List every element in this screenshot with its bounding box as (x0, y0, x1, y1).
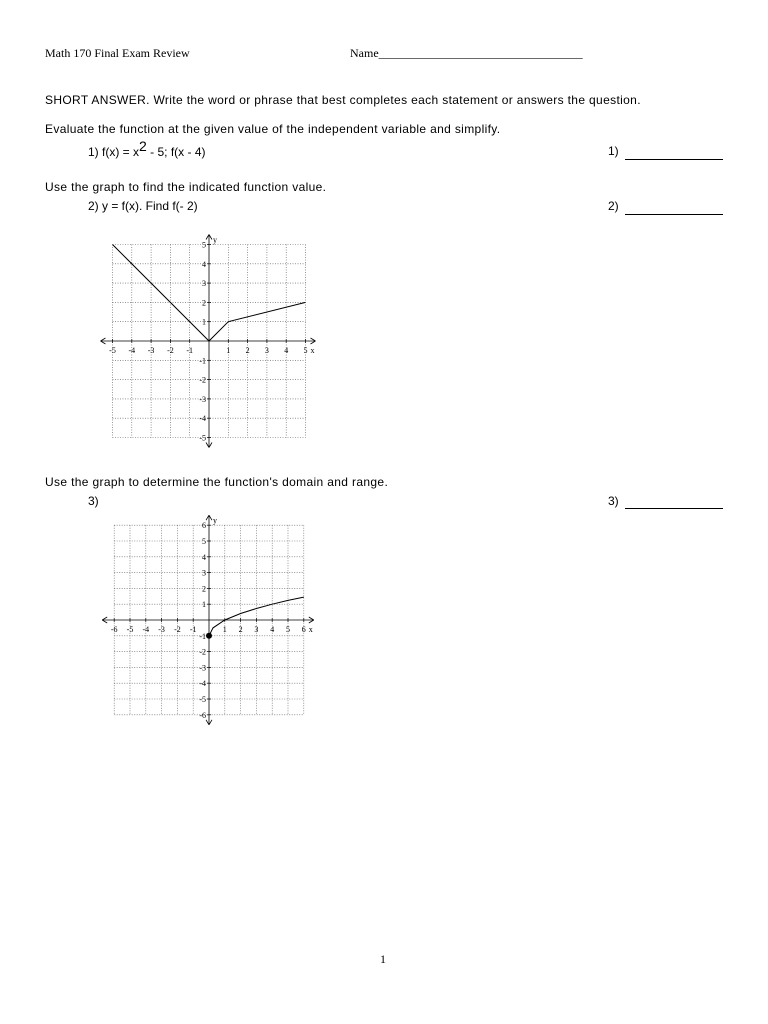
y-axis-label: y (213, 235, 217, 245)
x-tick-label: -4 (128, 346, 136, 355)
y-tick-label: -2 (199, 647, 206, 657)
y-tick-label: 2 (202, 584, 206, 594)
exam-title: Math 170 Final Exam Review (45, 46, 190, 60)
question-3-text: 3) (88, 494, 99, 508)
answer-1-line[interactable] (625, 159, 723, 160)
x-tick-label: 3 (254, 625, 259, 634)
y-tick-label: 1 (202, 317, 206, 327)
x-tick-label: 4 (270, 625, 275, 634)
x-tick-label: -3 (147, 346, 155, 355)
x-tick-label: 1 (222, 625, 227, 634)
x-tick-label: -4 (142, 625, 150, 634)
endpoint-dot (206, 633, 212, 639)
x-axis-label: x (308, 625, 313, 634)
x-tick-label: -5 (126, 625, 134, 634)
x-tick-label: 2 (245, 346, 250, 355)
question-2-text: 2) y = f(x). Find f(- 2) (88, 199, 198, 213)
x-tick-label: 4 (284, 346, 289, 355)
y-tick-label: 4 (202, 259, 206, 269)
y-tick-label: 1 (202, 600, 206, 610)
y-tick-label: -4 (199, 414, 206, 424)
graph-question-2 (100, 235, 320, 450)
y-tick-label: 4 (202, 552, 206, 562)
answer-3-label: 3) (608, 494, 619, 508)
x-tick-label: 1 (226, 346, 231, 355)
answer-3-line[interactable] (625, 508, 723, 509)
x-tick-label: -1 (189, 625, 197, 634)
question-1-text-a: 1) f(x) = x (88, 145, 140, 159)
x-tick-label: -6 (110, 625, 118, 634)
x-tick-label: -3 (158, 625, 165, 634)
answer-2-line[interactable] (625, 214, 723, 215)
graph-question-3 (100, 510, 320, 732)
instruction-graph-value: Use the graph to find the indicated function value. (45, 180, 327, 194)
y-tick-label: 3 (202, 568, 206, 578)
question-1-text (88, 138, 206, 159)
y-tick-label: -5 (199, 695, 206, 704)
y-tick-label: -4 (199, 679, 206, 689)
y-tick-label: -1 (199, 356, 206, 366)
y-tick-label: -6 (199, 710, 206, 720)
x-tick-label: -2 (174, 625, 181, 634)
instruction-evaluate: Evaluate the function at the given value of the independent variable and simplify. (45, 122, 501, 136)
x-tick-label: 5 (286, 625, 290, 634)
y-tick-label: 3 (202, 279, 206, 289)
instruction-domain-range: Use the graph to determine the function's domain and range. (45, 475, 389, 489)
y-tick-label: 5 (202, 537, 206, 546)
x-tick-label: -5 (109, 346, 116, 355)
y-tick-label: -2 (199, 375, 206, 385)
y-tick-label: 2 (202, 298, 206, 308)
question-1-superscript: 2 (139, 138, 147, 154)
question-1-text-b: - 5; f(x - 4) (146, 145, 206, 159)
y-tick-label: -5 (199, 433, 206, 443)
y-axis-label: y (213, 516, 217, 526)
x-tick-label: 2 (238, 625, 243, 634)
y-tick-label: 5 (202, 240, 206, 250)
x-tick-label: 5 (303, 346, 308, 355)
answer-2-label: 2) (608, 199, 619, 213)
y-tick-label: -1 (199, 631, 206, 641)
x-tick-label: -2 (167, 346, 174, 355)
x-axis-label: x (310, 346, 315, 355)
y-tick-label: -3 (199, 394, 206, 404)
x-tick-label: 3 (264, 346, 269, 355)
x-tick-label: 6 (301, 625, 306, 634)
answer-1-label: 1) (608, 144, 619, 158)
name-field[interactable]: Name__________________________________ (350, 46, 583, 60)
y-tick-label: 6 (202, 521, 206, 531)
section-heading: SHORT ANSWER. Write the word or phrase that best completes each statement or answers the question. (45, 93, 641, 107)
x-tick-label: -1 (186, 346, 194, 355)
page-number: 1 (380, 952, 386, 966)
y-tick-label: -3 (199, 663, 206, 673)
